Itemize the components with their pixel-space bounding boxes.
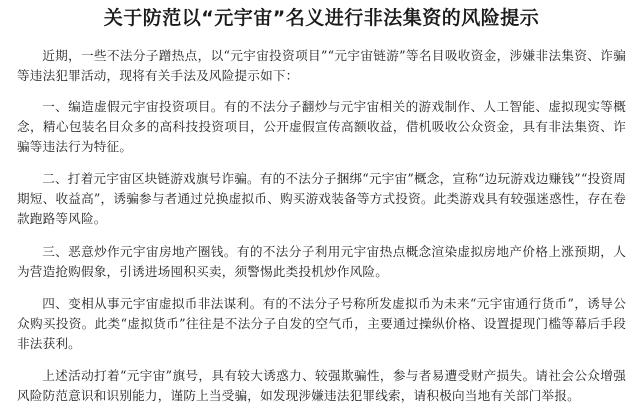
paragraph-point-3: 三、恶意炒作元宇宙房地产圈钱。有的不法分子利用元宇宙热点概念渲染虚拟房地产价格上涨预期，人为营造抢购假象，引诱进场囤积买卖，须警惕此类投机炒作风险。	[17, 244, 626, 279]
paragraph-point-4: 四、变相从事元宇宙虚拟币非法谋利。有的不法分子号称所发虚拟币为未来“元宇宙通行货币”，诱导公众购买投资。此类“虚拟货币”往往是不法分子自发的空气币，主要通过操纵价格、设置提现门槛等幕后手段非法获利。	[17, 296, 626, 351]
paragraph-point-2: 二、打着元宇宙区块链游戏旗号诈骗。有的不法分子捆绑“元宇宙”概念，宣称“边玩游戏边赚钱”“投资周期短、收益高”，诱骗参与者通过兑换虚拟币、购买游戏装备等方式投资。此类游戏具有较强迷惑性，存在卷款跑路等风险。	[17, 171, 626, 226]
paragraph-point-1: 一、编造虚假元宇宙投资项目。有的不法分子翻炒与元宇宙相关的游戏制作、人工智能、虚拟现实等概念，精心包装名目众多的高科技投资项目，公开虚假宣传高额收益，借机吸收公众资金，具有非法集资、诈骗等违法行为特征。	[17, 99, 626, 154]
document-title: 关于防范以“元宇宙”名义进行非法集资的风险提示	[103, 7, 540, 29]
paragraph-intro: 近期，一些不法分子蹭热点，以“元宇宙投资项目”“元宇宙链游”等名目吸收资金，涉嫌非法集资、诈骗等违法犯罪活动，现将有关手法及风险提示如下：	[17, 48, 626, 83]
paragraph-conclusion: 上述活动打着“元宇宙”旗号，具有较大诱惑力、较强欺骗性，参与者易遭受财产损失。请社会公众增强风险防范意识和识别能力，谨防上当受骗，如发现涉嫌违法犯罪线索，请积极向当地有关部门举报。	[17, 368, 626, 403]
